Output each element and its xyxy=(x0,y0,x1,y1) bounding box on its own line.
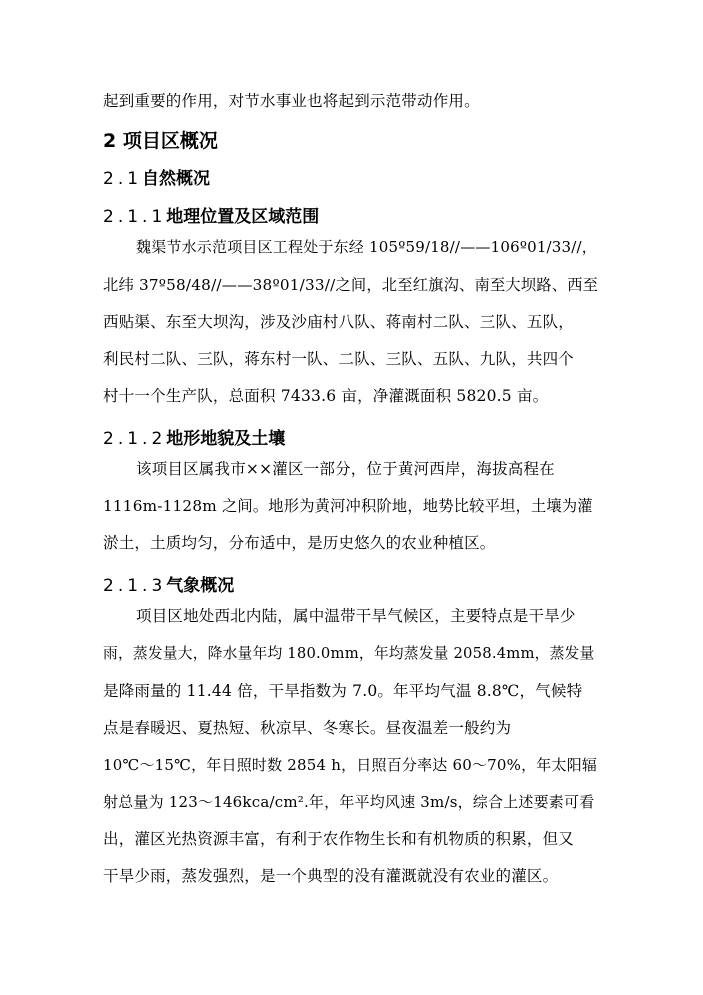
paragraph-line: 该项目区属我市××灌区一部分，位于黄河西岸，海拔高程在 xyxy=(136,460,555,478)
paragraph-line: 村十一个生产队，总面积 7433.6 亩，净灌溉面积 5820.5 亩。 xyxy=(103,387,549,405)
paragraph-line: 10℃～15℃，年日照时数 2854 h，日照百分率达 60～70%，年太阳辐 xyxy=(103,756,598,774)
section-2-1-heading xyxy=(103,164,210,189)
paragraph-line: 利民村二队、三队，蒋东村一队、二队、三队、五队、九队，共四个 xyxy=(103,350,575,368)
paragraph-line: 射总量为 123～146kca/cm².年，年平均风速 3m/s，综合上述要素可看 xyxy=(103,793,595,811)
paragraph-line: 雨，蒸发量大，降水量年均 180.0mm，年均蒸发量 2058.4mm，蒸发量 xyxy=(103,645,595,662)
section-2-1-3-heading xyxy=(103,571,234,596)
section-2-1-1-heading xyxy=(103,202,319,227)
paragraph-line: 西贴渠、东至大坝沟，涉及沙庙村八队、蒋南村二队、三队、五队， xyxy=(103,313,575,331)
paragraph-line: 点是春暖迟、夏热短、秋凉早、冬寒长。昼夜温差一般约为 xyxy=(103,719,512,737)
paragraph-line: 项目区地处西北内陆，属中温带干旱气候区，主要特点是干旱少 xyxy=(136,607,576,625)
section-2-1-1-number: 2.1.1 xyxy=(103,207,167,227)
paragraph-line: 淤土，土质均匀，分布适中，是历史悠久的农业种植区。 xyxy=(103,534,496,552)
paragraph-line: 魏渠节水示范项目区工程处于东经 105º59/18//——106º01/33//， xyxy=(136,238,598,256)
section-2-1-3-title: 气象概况 xyxy=(166,576,235,596)
section-2-1-3-number: 2.1.3 xyxy=(103,576,167,596)
section-2-1-1-title: 地理位置及区域范围 xyxy=(166,207,320,227)
paragraph-line: 1116m-1128m 之间。地形为黄河冲积阶地，地势比较平坦，土壤为灌 xyxy=(103,497,593,515)
section-2-1-2-number: 2.1.2 xyxy=(103,429,167,449)
section-2-1-number: 2.1 xyxy=(103,169,143,189)
intro-line: 起到重要的作用，对节水事业也将起到示范带动作用。 xyxy=(103,92,480,110)
section-2-heading: 2 项目区概况 xyxy=(103,130,218,152)
section-2-1-2-title: 地形地貌及土壤 xyxy=(166,429,286,449)
paragraph-line: 出，灌区光热资源丰富，有利于农作物生长和有机物质的积累，但又 xyxy=(103,830,575,848)
paragraph-line: 是降雨量的 11.44 倍，干旱指数为 7.0。年平均气温 8.8℃，气候特 xyxy=(103,682,583,700)
section-2-1-2-heading xyxy=(103,424,285,449)
paragraph-line: 北纬 37º58/48//——38º01/33//之间，北至红旗沟、南至大坝路、西至 xyxy=(103,276,599,294)
paragraph-line: 干旱少雨，蒸发强烈，是一个典型的没有灌溉就没有农业的灌区。 xyxy=(103,867,559,885)
section-2-1-title: 自然概况 xyxy=(142,169,211,189)
